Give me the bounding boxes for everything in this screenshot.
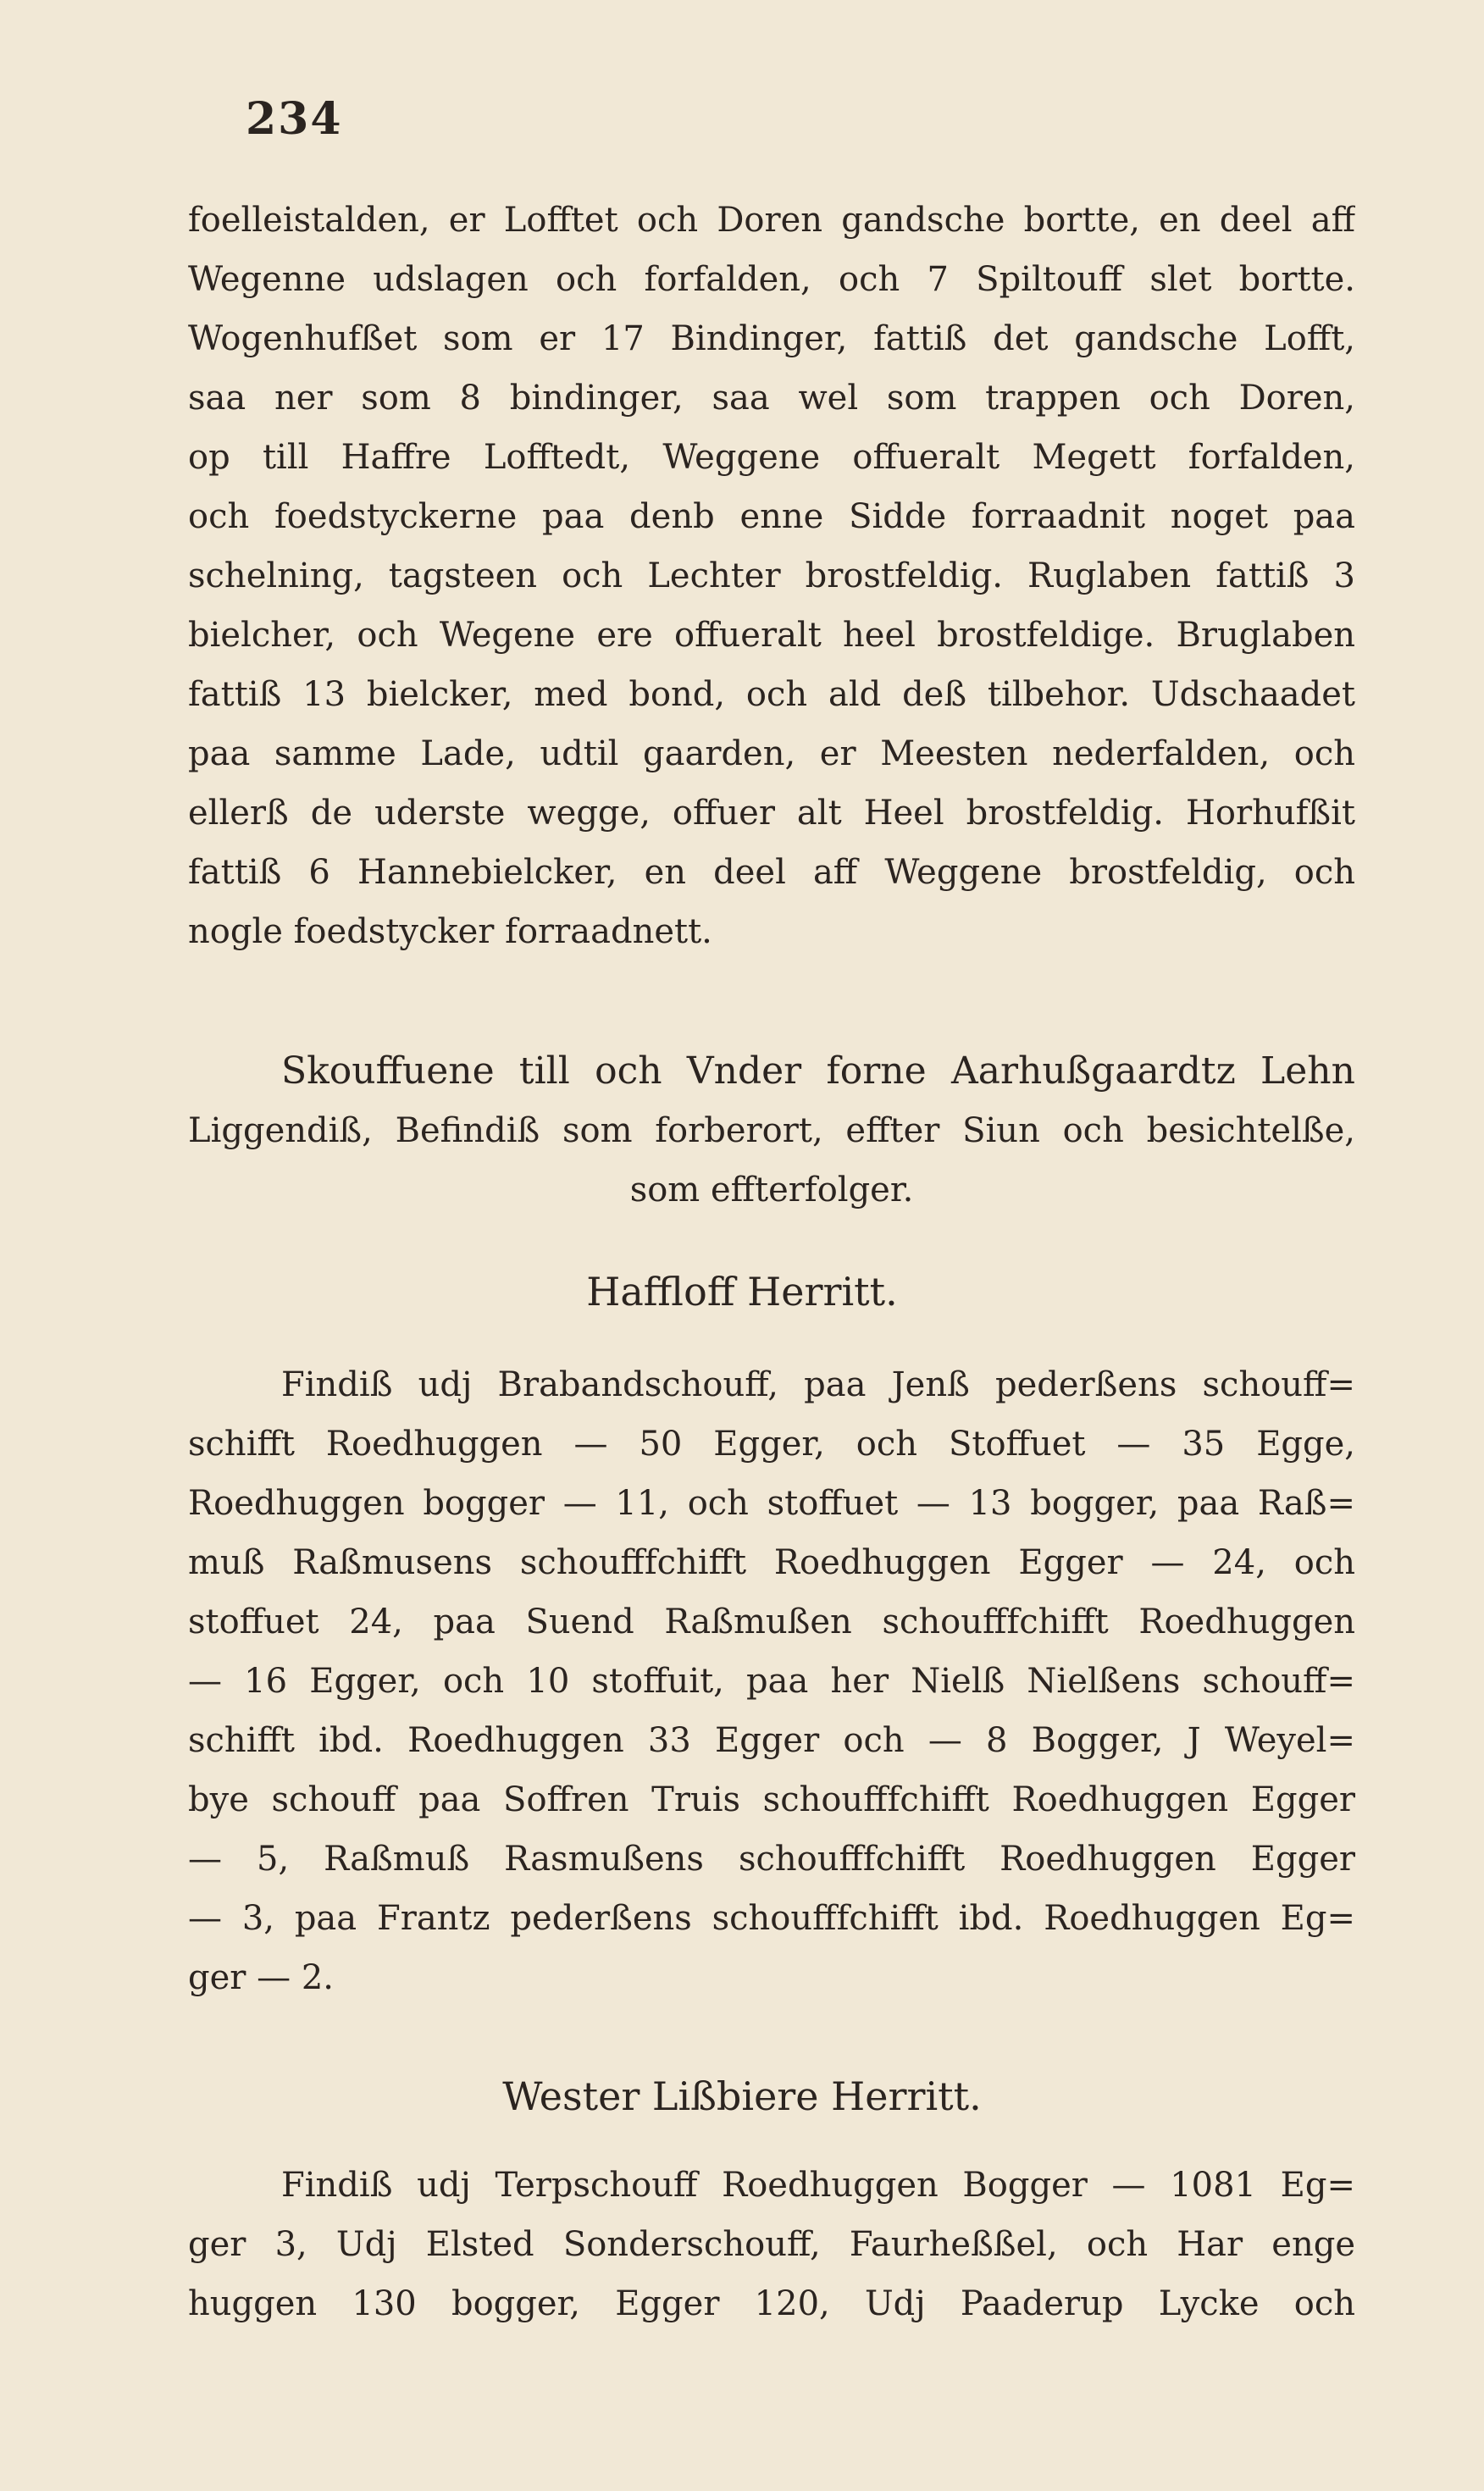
text-line: — 16 Egger, och 10 stoffuit, paa her Nielß Nielßens schouff= [188, 1662, 1355, 1701]
text-line: paa samme Lade, udtil gaarden, er Meesten nederfalden, och [188, 734, 1355, 773]
paragraph-1 [188, 191, 1355, 961]
text-line: foelleistalden, er Lofftet och Doren gandsche bortte, en deel aff [188, 201, 1355, 240]
text-line: Liggendiß, Befindiß som forberort, effter Siun och besichtelße, [188, 1111, 1355, 1150]
text-line: huggen 130 bogger, Egger 120, Udj Paaderup Lycke och [188, 2284, 1355, 2323]
paragraph-3 [188, 2156, 1355, 2333]
text-line: saa ner som 8 bindinger, saa wel som trappen och Doren, [188, 379, 1355, 418]
text-line: fattiß 13 bielcker, med bond, och ald deß tilbehor. Udschaadet [188, 675, 1355, 714]
paragraph-2 [188, 1355, 1355, 2007]
text-line: ellerß de uderste wegge, offuer alt Heel brostfeldig. Horhufßit [188, 794, 1355, 833]
text-line: Findiß udj Brabandschouff, paa Jenß pederßens schouff= [281, 1365, 1355, 1404]
page-number: 234 [246, 93, 343, 145]
text-line: Skouffuene till och Vnder forne Aarhußgaardtz Lehn [281, 1049, 1355, 1093]
text-line: schelning, tagsteen och Lechter brostfeldig. Ruglaben fattiß 3 [188, 556, 1355, 595]
text-line: stoffuet 24, paa Suend Raßmußen schoufffchifft Roedhuggen [188, 1603, 1355, 1641]
intro-paragraph [188, 1042, 1355, 1220]
text-line: ger — 2. [188, 1958, 334, 1997]
text-line: som effterfolger. [629, 1171, 914, 1210]
text-line: bielcher, och Wegene ere offueralt heel brostfeldige. Bruglaben [188, 616, 1355, 655]
text-line: nogle foedstycker forraadnett. [188, 912, 712, 951]
text-line: schifft ibd. Roedhuggen 33 Egger och — 8 Bogger, J Weyel= [188, 1721, 1355, 1760]
text-line: bye schouff paa Soffren Truis schoufffchifft Roedhuggen Egger [188, 1780, 1355, 1819]
text-line: — 3, paa Frantz pederßens schoufffchifft ibd. Roedhuggen Eg= [188, 1899, 1355, 1938]
text-line: muß Raßmusens schoufffchifft Roedhuggen Egger — 24, och [188, 1543, 1355, 1582]
section-heading: Haffloff Herritt. [586, 1269, 898, 1315]
text-line: Wogenhufßet som er 17 Bindinger, fattiß det gandsche Lofft, [188, 319, 1355, 358]
text-line: Wegenne udslagen och forfalden, och 7 Spiltouff slet bortte. [188, 260, 1355, 299]
text-line: och foedstyckerne paa denb enne Sidde forraadnit noget paa [188, 497, 1355, 536]
text-line: Roedhuggen bogger — 11, och stoffuet — 13 bogger, paa Raß= [188, 1484, 1355, 1523]
text-line: schifft Roedhuggen — 50 Egger, och Stoffuet — 35 Egge, [188, 1425, 1355, 1464]
text-line: ger 3, Udj Elsted Sonderschouff, Faurheßßel, och Har enge [188, 2225, 1355, 2264]
text-line: fattiß 6 Hannebielcker, en deel aff Weggene brostfeldig, och [188, 853, 1355, 892]
text-line: — 5, Raßmuß Rasmußens schoufffchifft Roedhuggen Egger [188, 1840, 1355, 1879]
section-heading: Wester Lißbiere Herritt. [502, 2073, 982, 2119]
text-line: op till Haffre Lofftedt, Weggene offueralt Megett forfalden, [188, 438, 1355, 477]
text-line: Findiß udj Terpschouff Roedhuggen Bogger — 1081 Eg= [281, 2166, 1355, 2205]
